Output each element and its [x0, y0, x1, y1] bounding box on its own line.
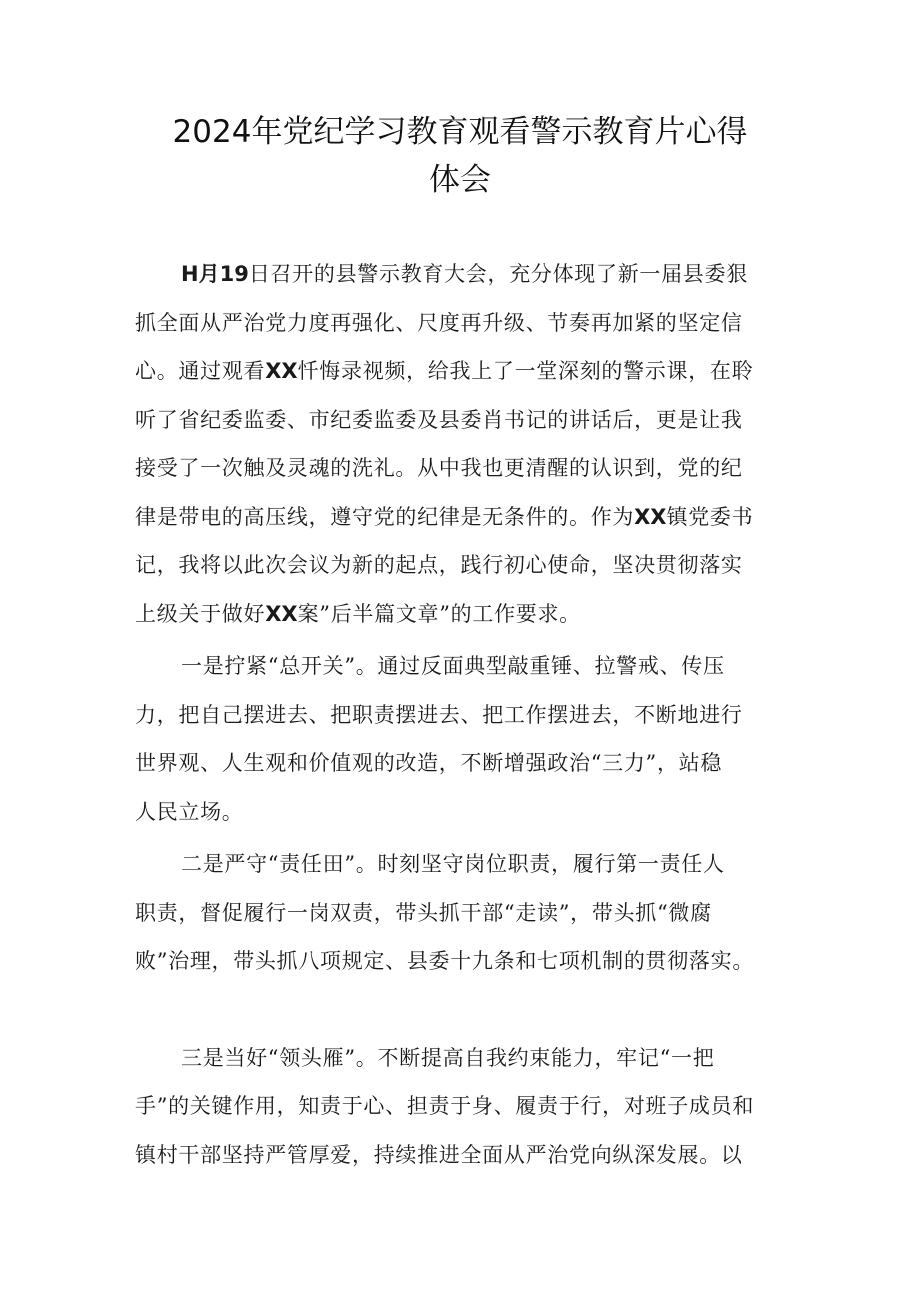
text-line [135, 590, 797, 639]
placeholder-xx: XX [265, 359, 298, 383]
paragraph-point-three [135, 1034, 797, 1180]
text-line [135, 347, 797, 396]
date-month: H月 [181, 262, 220, 286]
text-line: 二是严守“责任田”。时刻坚守岗位职责，履行第一责任人 [181, 852, 725, 876]
line-text: 案”后半篇文章”的工作要求。 [297, 601, 581, 626]
paragraph-point-two [135, 840, 797, 986]
document-body [135, 250, 797, 1179]
text-line: 听了省纪委监委、市纪委监委及县委肖书记的讲话后，更是让我 [135, 407, 743, 432]
date-day: 19 [219, 262, 249, 286]
line-text: 律是带电的高压线，遵守党的纪律是无条件的。作为 [135, 504, 635, 529]
text-line: 人民立场。 [135, 799, 244, 824]
text-line: 一是拧紧“总开关”。通过反面典型敲重锤、拉警戒、传压 [181, 654, 725, 678]
text-line [135, 250, 797, 299]
paragraph-point-one [135, 642, 797, 836]
text-line: 世界观、人生观和价值观的改造，不断增强政治“三力”，站稳 [135, 751, 723, 775]
line-text: 镇党委书 [666, 504, 754, 529]
line-text: 上级关于做好 [135, 601, 266, 626]
line-text: 日召开的县警示教育大会，充分体现了新一届县委狠 [248, 262, 748, 286]
document-title [130, 108, 790, 204]
paragraph-intro [135, 250, 797, 638]
line-text: 忏悔录视频，给我上了一堂深刻的警示课，在聆 [297, 359, 754, 383]
line-text: 心。通过观看 [135, 359, 266, 383]
text-line: 职责，督促履行一岗双责，带头抓干部“走读”，带头抓“微腐 [135, 900, 712, 925]
paragraph-spacer [135, 986, 797, 1034]
text-line: 败”治理，带头抓八项规定、县委十九条和七项机制的贯彻落实。 [135, 949, 755, 973]
placeholder-xx: XX [634, 504, 667, 529]
text-line: 力，把自己摆进去、把职责摆进去、把工作摆进去，不断地进行 [135, 702, 743, 727]
text-line: 抓全面从严治党力度再强化、尺度再升级、节奏再加紧的坚定信 [135, 310, 743, 335]
text-line: 镇村干部坚持严管厚爱，持续推进全面从严治党向纵深发展。以 [135, 1142, 743, 1167]
text-line: 手”的关键作用，知责于心、担责于身、履责于行，对班子成员和 [135, 1094, 755, 1118]
text-line [135, 493, 797, 542]
title-line-1: 2024年党纪学习教育观看警示教育片心得 [172, 114, 748, 150]
text-line: 接受了一次触及灵魂的洗礼。从中我也更清醒的认识到，党的纪 [135, 456, 743, 480]
text-line: 记，我将以此次会议为新的起点，践行初心使命，坚决贯彻落实 [135, 553, 743, 577]
title-line-2: 体会 [429, 162, 491, 198]
text-line: 三是当好“领头雁”。不断提高自我约束能力，牢记“一把 [181, 1045, 715, 1070]
placeholder-xx: XX [265, 601, 298, 626]
